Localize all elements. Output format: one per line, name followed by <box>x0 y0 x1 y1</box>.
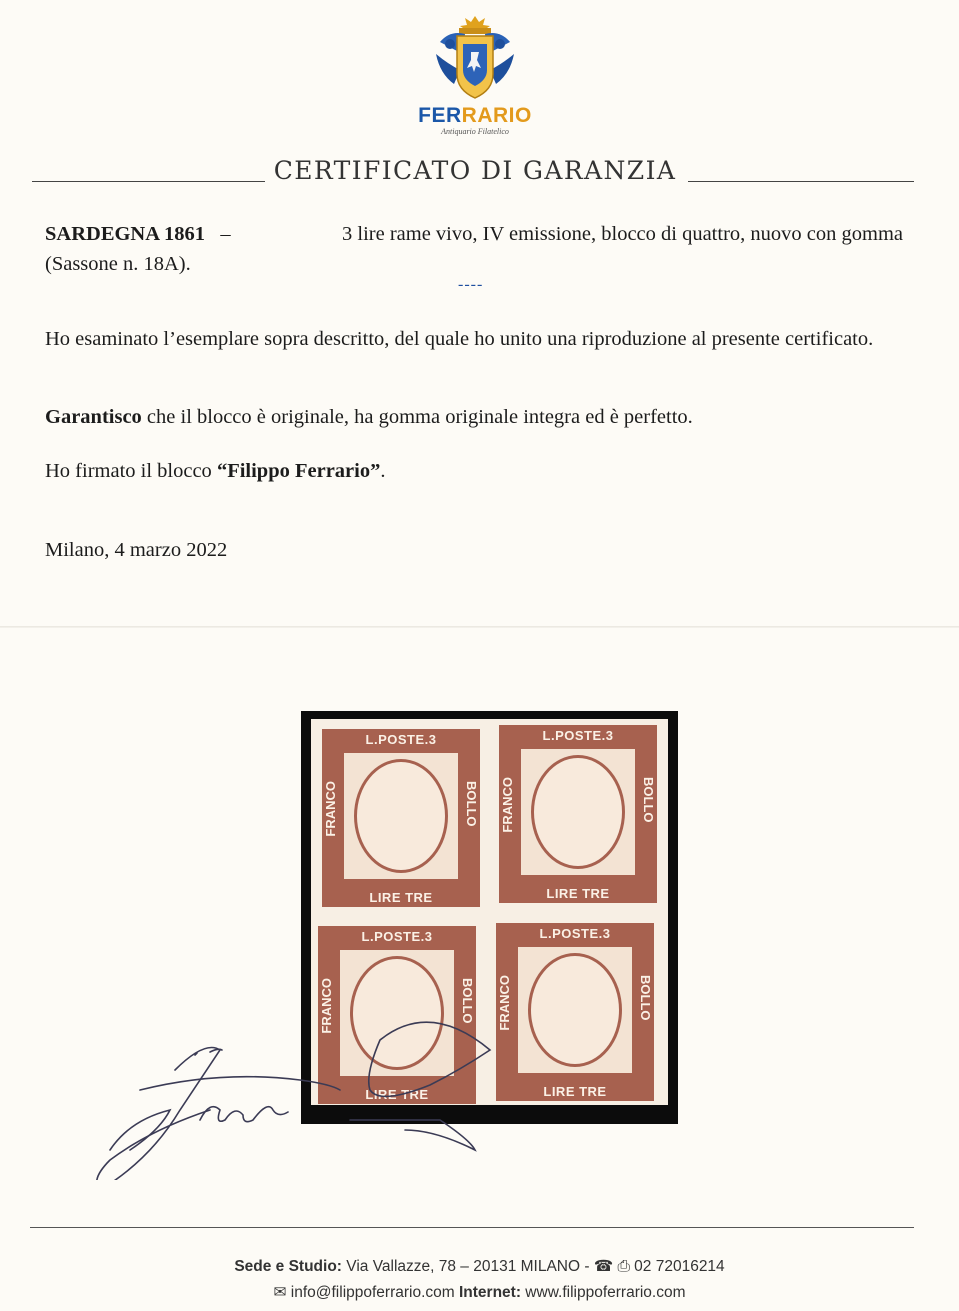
stamp-right-text: BOLLO <box>638 975 653 1021</box>
stamp-left-text: FRANCO <box>319 978 334 1034</box>
stamp-top-text: L.POSTE.3 <box>365 732 437 747</box>
stamp-oval <box>354 759 448 873</box>
brand-tagline: Antiquario Filatelico <box>441 127 509 136</box>
stamp-bottom-text: LIRE TRE <box>546 886 610 901</box>
stamp <box>322 729 480 907</box>
footer-phone: 02 72016214 <box>629 1258 725 1275</box>
subject-dash: – <box>220 223 231 245</box>
stamp-oval <box>531 755 625 869</box>
stamp-right-text: BOLLO <box>641 777 656 823</box>
stamp-left-text: FRANCO <box>497 975 512 1031</box>
stamp-bottom-text: LIRE TRE <box>543 1084 607 1099</box>
stamp-right-text: BOLLO <box>464 781 479 827</box>
subject-description <box>45 219 903 279</box>
certificate-title: CERTIFICATO DI GARANZIA <box>273 156 677 185</box>
page-fold <box>0 626 959 628</box>
footer-address: Via Vallazze, 78 – 20131 MILANO - <box>341 1258 594 1275</box>
brand-name <box>400 104 550 128</box>
title-rule-left <box>32 181 265 182</box>
brand-name-part1: FER <box>418 104 462 127</box>
title-rule-right <box>688 181 914 182</box>
stamp-top-text: L.POSTE.3 <box>361 929 433 944</box>
signed-paragraph <box>45 456 903 486</box>
guarantee-bold: Garantisco <box>45 406 142 428</box>
coat-of-arms-logo <box>430 14 520 106</box>
stamp-bottom-text: LIRE TRE <box>365 1087 429 1102</box>
stamp-top-text: L.POSTE.3 <box>539 926 611 941</box>
guarantee-text: che il blocco è originale, ha gomma originale integra ed è perfetto. <box>141 406 693 428</box>
footer-contact-line <box>0 1283 959 1302</box>
subject-label: SARDEGNA 1861 <box>45 223 206 245</box>
email-icon: ✉ <box>273 1284 287 1301</box>
subject-line2: (Sassone n. 18A). <box>45 253 191 275</box>
stamp-left-text: FRANCO <box>323 781 338 837</box>
footer-email[interactable]: info@filippoferrario.com <box>286 1284 459 1301</box>
stamp-left-text: FRANCO <box>500 777 515 833</box>
stamp-oval <box>528 953 622 1067</box>
separator: ---- <box>458 276 484 293</box>
place-date: Milano, 4 marzo 2022 <box>45 539 228 561</box>
handwritten-signature <box>80 1000 500 1180</box>
footer-rule <box>30 1227 914 1228</box>
guarantee-paragraph <box>45 402 903 432</box>
stamp-bottom-text: LIRE TRE <box>369 890 433 905</box>
brand-name-part2: RARIO <box>461 104 532 127</box>
footer-address-line <box>0 1257 959 1276</box>
examination-paragraph: Ho esaminato l’esemplare sopra descritto, del quale ho unito una riproduzione al presente certificato. <box>45 328 874 350</box>
footer-label-internet: Internet: <box>459 1284 521 1301</box>
phone-fax-icon: ☎ ⎙ <box>593 1258 630 1275</box>
stamp-top-text: L.POSTE.3 <box>542 728 614 743</box>
signer-name: “Filippo Ferrario” <box>216 460 381 482</box>
signed-end: . <box>380 460 386 482</box>
signed-text: Ho firmato il blocco <box>45 460 217 482</box>
stamp <box>499 725 657 903</box>
stamp-right-text: BOLLO <box>460 978 475 1024</box>
stamp <box>496 923 654 1101</box>
subject-line1: 3 lire rame vivo, IV emissione, blocco di quattro, nuovo con gomma <box>342 223 903 245</box>
footer-label-office: Sede e Studio: <box>234 1258 342 1275</box>
footer-website[interactable]: www.filippoferrario.com <box>521 1284 686 1301</box>
